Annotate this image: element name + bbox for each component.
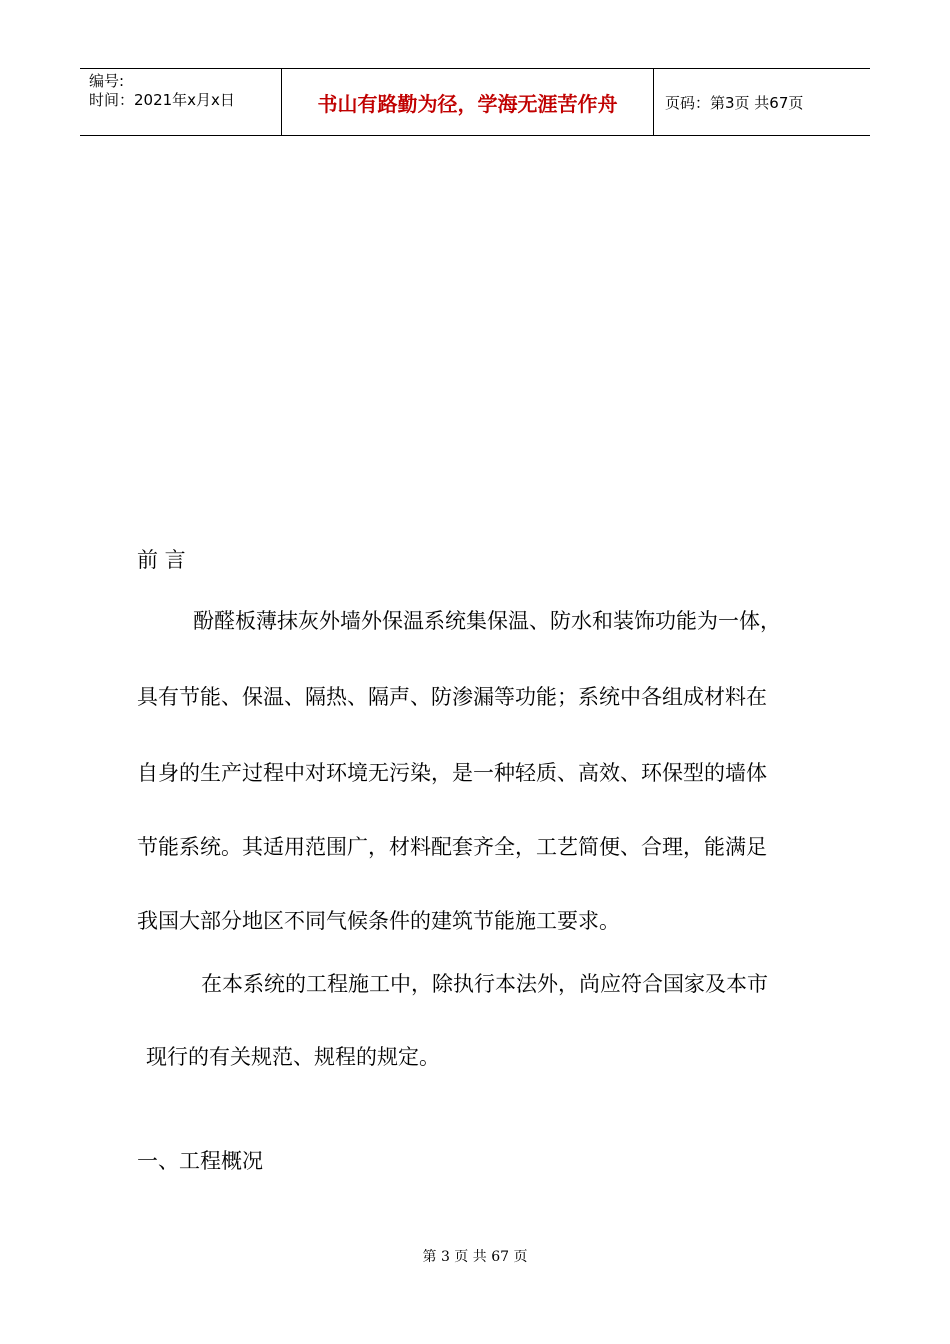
header-page-info: 页码：第3页 共67页	[665, 93, 804, 112]
paragraph-2-line-2: 现行的有关规范、规程的规定。	[146, 1045, 440, 1069]
paragraph-1-line-1: 酚醛板薄抹灰外墙外保温系统集保温、防水和装饰功能为一体，	[193, 609, 781, 633]
preface-title: 前 言	[137, 548, 186, 572]
section-1-title: 一、工程概况	[137, 1149, 263, 1173]
header-meta	[80, 69, 281, 135]
paragraph-1-line-5: 我国大部分地区不同气候条件的建筑节能施工要求。	[137, 909, 620, 933]
paragraph-1-line-3: 自身的生产过程中对环境无污染，是一种轻质、高效、环保型的墙体	[137, 761, 767, 785]
doc-number-label: 编号:	[89, 72, 125, 90]
paragraph-2-line-1: 在本系统的工程施工中，除执行本法外，尚应符合国家及本市	[201, 972, 768, 996]
paragraph-1-line-4: 节能系统。其适用范围广，材料配套齐全，工艺简便、合理，能满足	[137, 835, 767, 859]
paragraph-1-line-2: 具有节能、保温、隔热、隔声、防渗漏等功能；系统中各组成材料在	[137, 685, 767, 709]
page-footer: 第 3 页 共 67 页	[422, 1249, 528, 1265]
doc-date: 时间：2021年x月x日	[89, 91, 235, 109]
header-motto: 书山有路勤为径，学海无涯苦作舟	[281, 69, 654, 135]
page-header	[80, 68, 870, 136]
